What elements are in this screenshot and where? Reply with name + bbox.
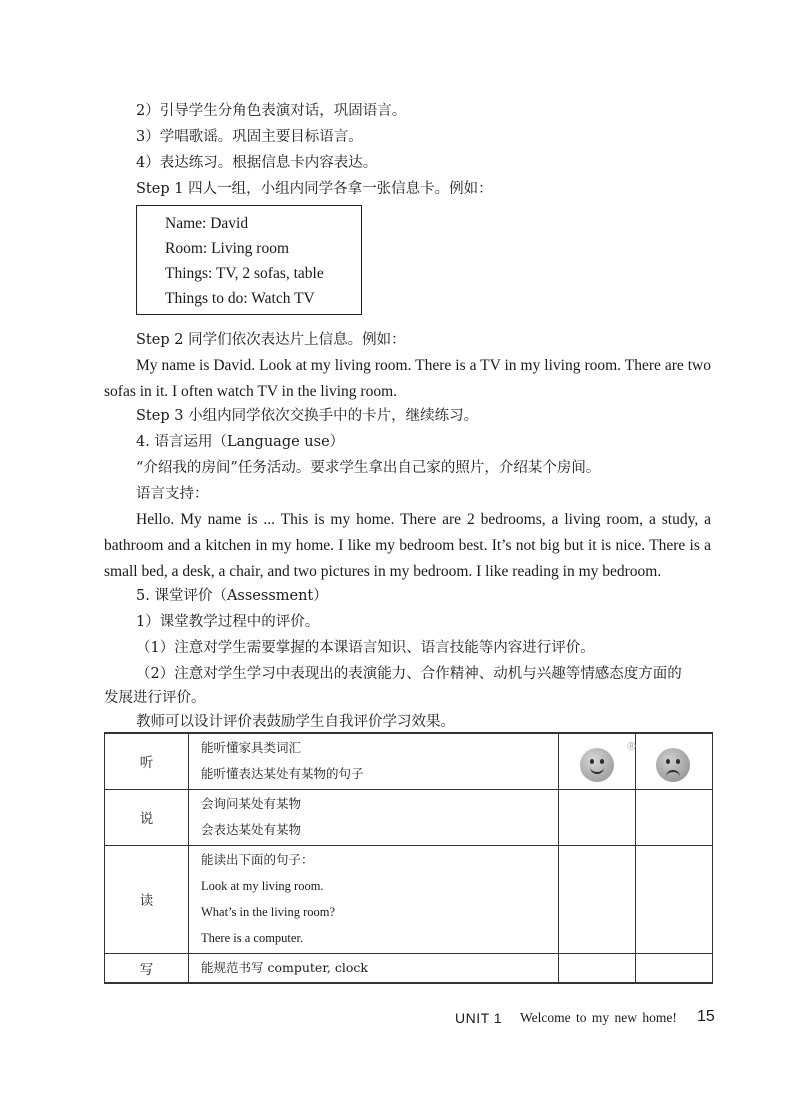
registered-mark: ® xyxy=(626,740,637,753)
desc-item: Look at my living room. xyxy=(201,879,324,893)
desc-item: 能规范书写 computer, clock xyxy=(201,959,368,975)
rating-cell xyxy=(559,845,636,953)
desc-item: 能听懂家具类词汇 xyxy=(201,740,302,756)
skill-cell: 读 xyxy=(105,845,189,953)
language-support-label: 语言支持： xyxy=(136,486,209,502)
assessment-item-1-2: （2）注意对学生学习中表现出的表演能力、合作精神、动机与兴趣等情感态度方面的 xyxy=(136,666,682,682)
desc-cell xyxy=(189,733,559,789)
step-2-line: Step 2 同学们依次表达片上信息。例如： xyxy=(136,332,406,348)
info-card xyxy=(136,205,362,315)
support-line-1: Hello. My name is ... This is my home. There are 2 bedrooms, a living room, a study, a xyxy=(136,511,711,528)
evaluation-table xyxy=(104,732,713,984)
step-line-3: 3）学唱歌谣。巩固主要目标语言。 xyxy=(136,129,363,145)
rating-cell xyxy=(636,789,713,845)
assessment-item-1-1: （1）注意对学生需要掌握的本课语言知识、语言技能等内容进行评价。 xyxy=(136,640,595,656)
info-card-todo: Things to do: Watch TV xyxy=(165,290,315,307)
rating-cell xyxy=(559,789,636,845)
info-card-room: Room: Living room xyxy=(165,240,289,257)
table-row xyxy=(105,953,713,983)
step-line-2: 2）引导学生分角色表演对话，巩固语言。 xyxy=(136,103,407,119)
table-row xyxy=(105,845,713,953)
desc-item: What’s in the living room? xyxy=(201,905,336,919)
example-line-1: My name is David. Look at my living room. There is a TV in my living room. There are two xyxy=(136,357,711,374)
rating-cell xyxy=(636,845,713,953)
desc-item: There is a computer. xyxy=(201,931,304,945)
skill-cell: 说 xyxy=(105,789,189,845)
desc-item: 能听懂表达某处有某物的句子 xyxy=(201,766,364,782)
support-line-2: bathroom and a kitchen in my home. I like my bedroom best. It’s not big but it is nice. There is a xyxy=(104,537,711,554)
smiley-face-icon xyxy=(580,748,614,782)
desc-item: 能读出下面的句子： xyxy=(201,852,314,867)
step-1-line: Step 1 四人一组，小组内同学各拿一张信息卡。例如： xyxy=(136,181,493,197)
section-4-heading: 4. 语言运用（Language use） xyxy=(136,434,345,450)
support-paragraph xyxy=(104,507,711,585)
assessment-item-1: 1）课堂教学过程中的评价。 xyxy=(136,614,320,630)
footer-title: Welcome to my new home! xyxy=(520,1010,677,1025)
desc-cell xyxy=(189,953,559,983)
table-row xyxy=(105,733,713,789)
support-line-3: small bed, a desk, a chair, and two pictures in my bedroom. I like reading in my bedroom. xyxy=(104,563,662,580)
teacher-note: 教师可以设计评价表鼓励学生自我评价学习效果。 xyxy=(136,714,455,730)
table-row xyxy=(105,789,713,845)
page-number: 15 xyxy=(697,1008,715,1025)
step-line-4: 4）表达练习。根据信息卡内容表达。 xyxy=(136,155,378,171)
rating-cell xyxy=(559,953,636,983)
assessment-item-1-2-cont: 发展进行评价。 xyxy=(104,690,206,706)
info-card-things: Things: TV, 2 sofas, table xyxy=(165,265,324,282)
desc-cell xyxy=(189,789,559,845)
desc-cell xyxy=(189,845,559,953)
footer-unit: UNIT 1 xyxy=(455,1010,503,1026)
desc-item: 会询问某处有某物 xyxy=(201,796,302,811)
step-3-line: Step 3 小组内同学依次交换手中的卡片，继续练习。 xyxy=(136,408,479,424)
example-line-2: sofas in it. I often watch TV in the living room. xyxy=(104,383,398,400)
example-paragraph xyxy=(104,353,711,405)
desc-item: 会表达某处有某物 xyxy=(201,822,302,837)
section-5-heading: 5. 课堂评价（Assessment） xyxy=(136,588,328,604)
skill-cell: 写 xyxy=(105,953,189,983)
info-card-name: Name: David xyxy=(165,215,249,232)
rating-cell xyxy=(636,953,713,983)
skill-cell: 听 xyxy=(105,733,189,789)
sad-face-icon xyxy=(656,748,690,782)
task-description: “介绍我的房间”任务活动。要求学生拿出自己家的照片，介绍某个房间。 xyxy=(136,460,601,476)
